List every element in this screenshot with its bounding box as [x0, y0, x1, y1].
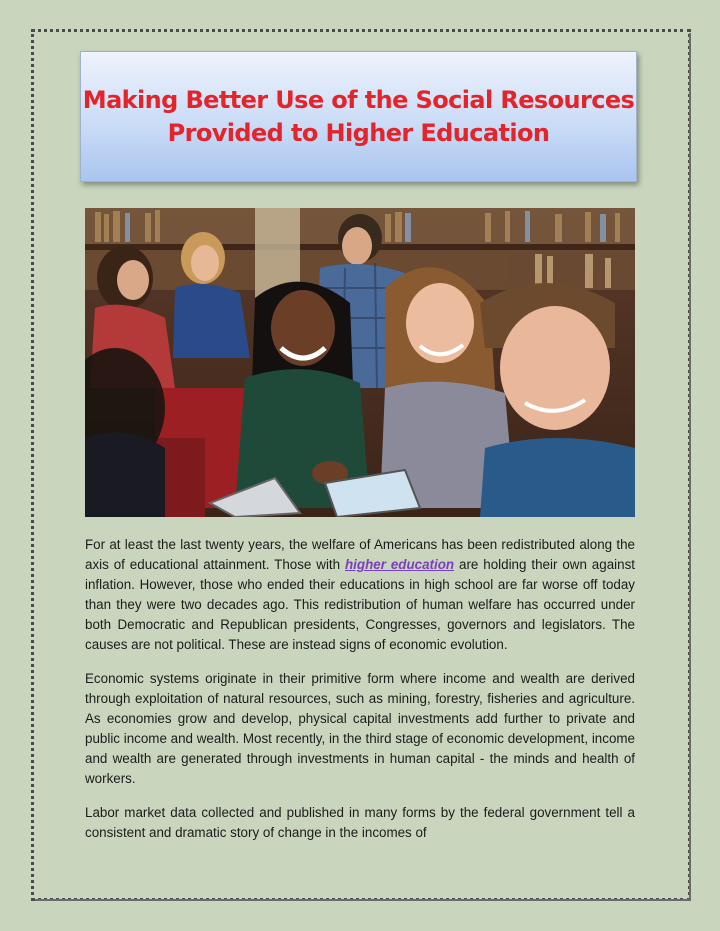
- paragraph-3: Labor market data collected and published in many forms by the federal government tell a consistent and dramatic story of change in the incomes of: [85, 805, 635, 840]
- page-title-line-1: Making Better Use of the Social Resources: [82, 85, 635, 114]
- higher-education-link[interactable]: higher education: [345, 557, 455, 572]
- paragraph-2: Economic systems originate in their primitive form where income and wealth are derived through exploitation of natural resources, such as mining, forestry, fisheries and agriculture. As economies grow and develop, physical capital investments add further to private and public income and wealth. Most recently, in the third stage of economic development, income and wealth are generated through investments in human capital - the minds and health of workers.: [85, 671, 635, 786]
- page-title-line-2: Provided to Higher Education: [167, 118, 550, 147]
- article-body: [85, 535, 635, 857]
- students-photo: [85, 208, 635, 517]
- title-banner: [80, 51, 637, 182]
- paragraph-1-before-link: For at least the last twenty years, the welfare of Americans has been redistributed along the axis of educational attainment. Those with: [85, 537, 635, 572]
- paragraph-1: [85, 535, 635, 655]
- paragraph-1-after-link: are holding their own against inflation. However, those who ended their educations in high school are far worse off today than they were two decades ago. This redistribution of human welfare has occurred under both Democratic and Republican presidents, Congresses, governors and legislators. The causes are not political. These are instead signs of economic evolution.: [85, 557, 635, 652]
